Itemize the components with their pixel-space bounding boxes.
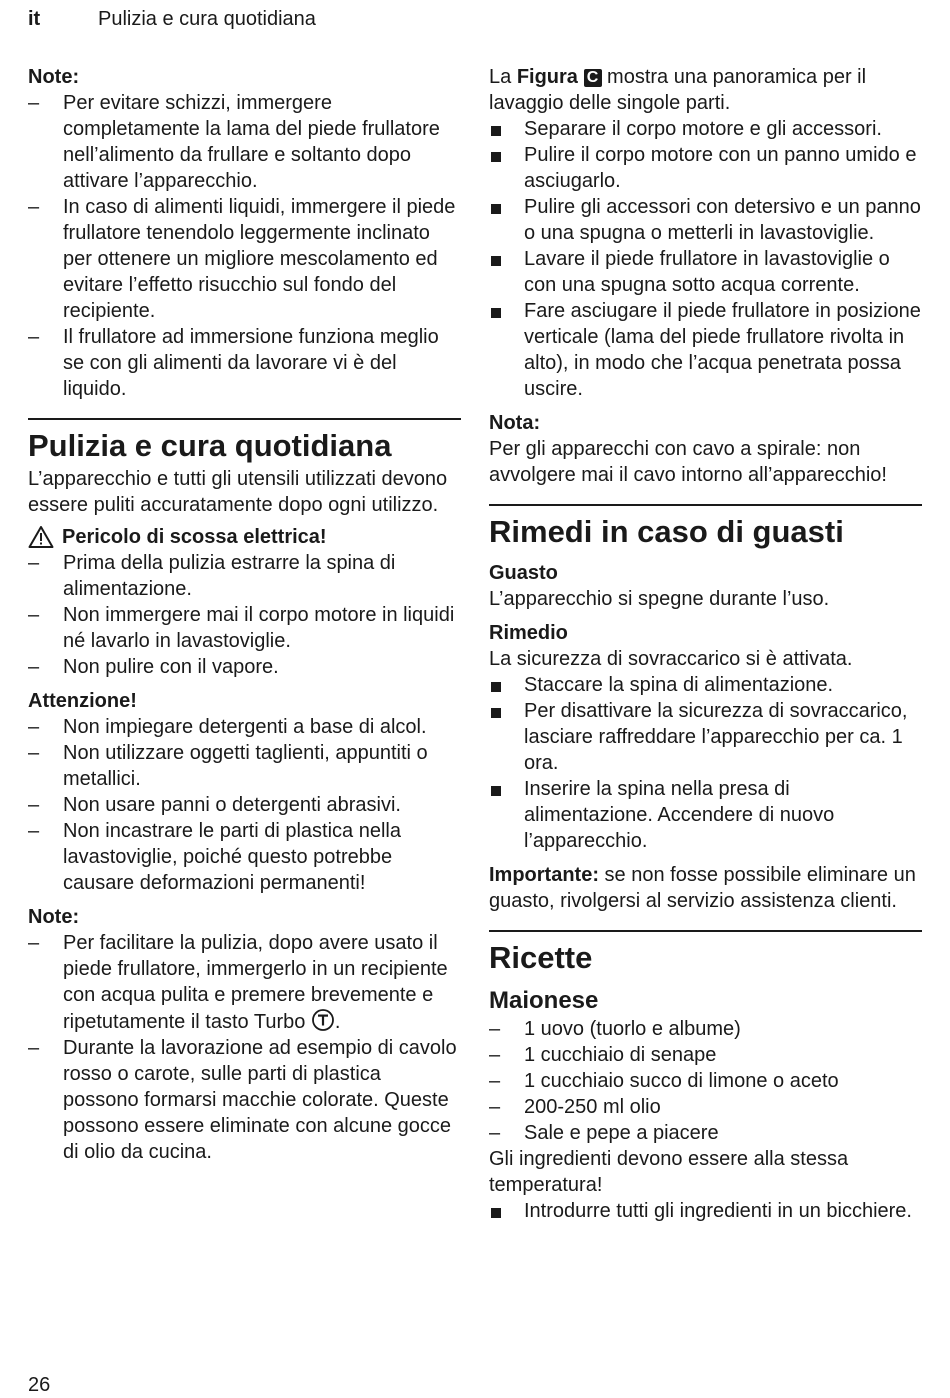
- list-item: [28, 930, 461, 1035]
- list-item: – Prima della pulizia estrarre la spina di alimentazione.: [28, 550, 461, 602]
- attention-list: [28, 714, 461, 896]
- figure-pre: La: [489, 66, 517, 88]
- list-item: – Non pulire con il vapore.: [28, 654, 461, 680]
- recipe-note: Gli ingredienti devono essere alla stessa temperatura!: [489, 1148, 849, 1196]
- list-item: – Non impiegare detergenti a base di alcol.: [28, 714, 461, 740]
- warning-triangle-icon: [28, 525, 54, 549]
- list-item: Introdurre tutti gli ingredienti in un bicchiere.: [489, 1198, 922, 1224]
- list-item: Pulire il corpo motore con un panno umido e asciugarlo.: [489, 142, 922, 194]
- list-item: – Non utilizzare oggetti taglienti, appuntiti o metallici.: [28, 740, 461, 792]
- list-item: – 1 uovo (tuorlo e albume): [489, 1016, 922, 1042]
- remedy-text: La sicurezza di sovraccarico si è attivata.: [489, 648, 853, 670]
- fault-label: Guasto: [489, 562, 558, 584]
- list-item: Fare asciugare il piede frullatore in posizione verticale (lama del piede frullatore rivolta in alto), in modo che l’acqua penetrata possa uscire.: [489, 298, 922, 402]
- section-heading: Ricette: [489, 940, 593, 975]
- nota-label: Nota:: [489, 412, 541, 434]
- figure-reference: [489, 64, 922, 116]
- section-heading: Rimedi in caso di guasti: [489, 514, 844, 549]
- list-item-text: Per facilitare la pulizia, dopo avere usato il piede frullatore, immergerlo in un recipiente con acqua pulita e premere brevemente e ripetutamente il tasto Turbo: [63, 932, 448, 1033]
- nota-text: Per gli apparecchi con cavo a spirale: non avvolgere mai il cavo intorno all’apparecchio!: [489, 438, 887, 486]
- note-label: Note:: [28, 906, 80, 928]
- section-recipes: [489, 930, 922, 978]
- language-code: it: [28, 8, 41, 30]
- important-text: se non fosse possibile eliminare un guasto, rivolgersi al servizio assistenza clienti.: [489, 864, 916, 912]
- list-item: Separare il corpo motore e gli accessori.: [489, 116, 922, 142]
- list-item-end: .: [334, 1011, 341, 1033]
- danger-list: [28, 550, 461, 680]
- list-item: – 200-250 ml olio: [489, 1094, 922, 1120]
- turbo-button-icon: [311, 1008, 335, 1032]
- list-item: – Sale e pepe a piacere: [489, 1120, 922, 1146]
- cleaning-steps: [489, 116, 922, 402]
- figure-word: Figura: [516, 66, 578, 88]
- remedy-steps: [489, 672, 922, 854]
- list-item: – 1 cucchiaio di senape: [489, 1042, 922, 1068]
- running-title: Pulizia e cura quotidiana: [98, 8, 316, 30]
- important-note: [489, 862, 922, 914]
- note-label: Note:: [28, 66, 80, 88]
- list-item: Inserire la spina nella presa di alimentazione. Accendere di nuovo l’apparecchio.: [489, 776, 922, 854]
- note-list: [28, 930, 461, 1165]
- section-cleaning: [28, 418, 461, 466]
- left-column: [28, 64, 461, 1165]
- list-item: – Il frullatore ad immersione funziona meglio se con gli alimenti da lavorare vi è del liquido.: [28, 324, 461, 402]
- list-item: – 1 cucchiaio succo di limone o aceto: [489, 1068, 922, 1094]
- list-item: Staccare la spina di alimentazione.: [489, 672, 922, 698]
- right-column: [489, 64, 922, 1224]
- list-item: – Per evitare schizzi, immergere completamente la lama del piede frullatore nell’alimento da frullare e soltanto dopo attivare l’apparecchio.: [28, 90, 461, 194]
- list-item: Per disattivare la sicurezza di sovraccarico, lasciare raffreddare l’apparecchio per ca. 1 ora.: [489, 698, 922, 776]
- section-troubleshooting: [489, 504, 922, 552]
- list-item: – Non incastrare le parti di plastica nella lavastoviglie, poiché questo potrebbe causare deformazioni permanenti!: [28, 818, 461, 896]
- note-list: [28, 90, 461, 402]
- danger-label: Pericolo di scossa elettrica!: [62, 526, 327, 548]
- ingredient-list: [489, 1016, 922, 1146]
- figure-post: mostra una panoramica per il lavaggio delle singole parti.: [489, 66, 867, 114]
- remedy-label: Rimedio: [489, 622, 568, 644]
- fault-text: L’apparecchio si spegne durante l’uso.: [489, 588, 830, 610]
- section-heading: Pulizia e cura quotidiana: [28, 428, 392, 463]
- list-item: – Non immergere mai il corpo motore in liquidi né lavarlo in lavastoviglie.: [28, 602, 461, 654]
- figure-badge: C: [584, 69, 602, 87]
- attention-label: Attenzione!: [28, 690, 137, 712]
- page-header: [28, 6, 316, 32]
- list-item: – Durante la lavorazione ad esempio di cavolo rosso o carote, sulle parti di plastica possono formarsi macchie colorate. Queste possono essere eliminate con alcune gocce di olio da cucina.: [28, 1035, 461, 1165]
- cleaning-intro: L’apparecchio e tutti gli utensili utilizzati devono essere puliti accuratamente dopo ogni utilizzo.: [28, 468, 448, 516]
- page-number: 26: [28, 1374, 51, 1396]
- recipe-title: Maionese: [489, 987, 599, 1014]
- list-item: Lavare il piede frullatore in lavastoviglie o con una spugna sotto acqua corrente.: [489, 246, 922, 298]
- danger-warning: [28, 524, 461, 550]
- important-label: Importante:: [489, 864, 599, 886]
- list-item: – In caso di alimenti liquidi, immergere il piede frullatore tenendolo leggermente inclinato per ottenere un migliore mescolamento ed evitare l’effetto risucchio sul fondo del recipiente.: [28, 194, 461, 324]
- list-item: – Non usare panni o detergenti abrasivi.: [28, 792, 461, 818]
- list-item: Pulire gli accessori con detersivo e un panno o una spugna o metterli in lavastoviglie.: [489, 194, 922, 246]
- recipe-steps: [489, 1198, 922, 1224]
